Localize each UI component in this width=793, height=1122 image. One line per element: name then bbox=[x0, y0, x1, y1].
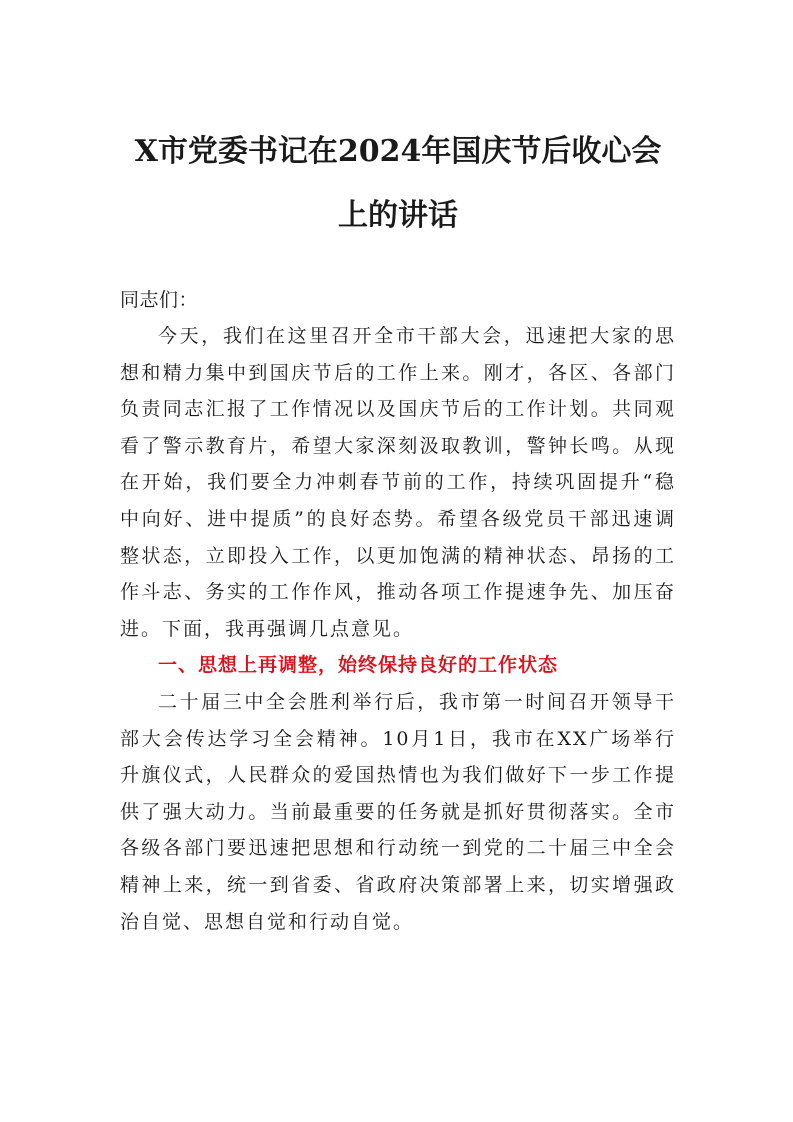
intro-paragraph: 今天，我们在这里召开全市干部大会，迅速把大家的思想和精力集中到国庆节后的工作上来。刚才，各区、各部门负责同志汇报了工作情况以及国庆节后的工作计划。共同观看了警示教育片，希望大家深刻汲取教训，警钟长鸣。从现在开始，我们要全力冲刺春节前的工作，持续巩固提升“稳中向好、进中提质”的良好态势。希望各级党员干部迅速调整状态，立即投入工作，以更加饱满的精神状态、昂扬的工作斗志、务实的工作作风，推动各项工作提速争先、加压奋进。下面，我再强调几点意见。 bbox=[120, 325, 676, 640]
salutation: 同志们： bbox=[120, 289, 199, 311]
document-title: X市党委书记在2024年国庆节后收心会上的讲话 bbox=[134, 134, 662, 233]
document-page bbox=[120, 120, 676, 940]
section-heading: 一、思想上再调整，始终保持良好的工作状态 bbox=[158, 654, 559, 677]
section-paragraph: 二十届三中全会胜利举行后，我市第一时间召开领导干部大会传达学习全会精神。10月1日，我市在XX广场举行升旗仪式，人民群众的爱国热情也为我们做好下一步工作提供了强大动力。当前最重要的任务就是抓好贯彻落实。全市各级各部门要迅速把思想和行动统一到党的二十届三中全会精神上来，统一到省委、省政府决策部署上来，切实增强政治自觉、思想自觉和行动自觉。 bbox=[120, 690, 676, 933]
